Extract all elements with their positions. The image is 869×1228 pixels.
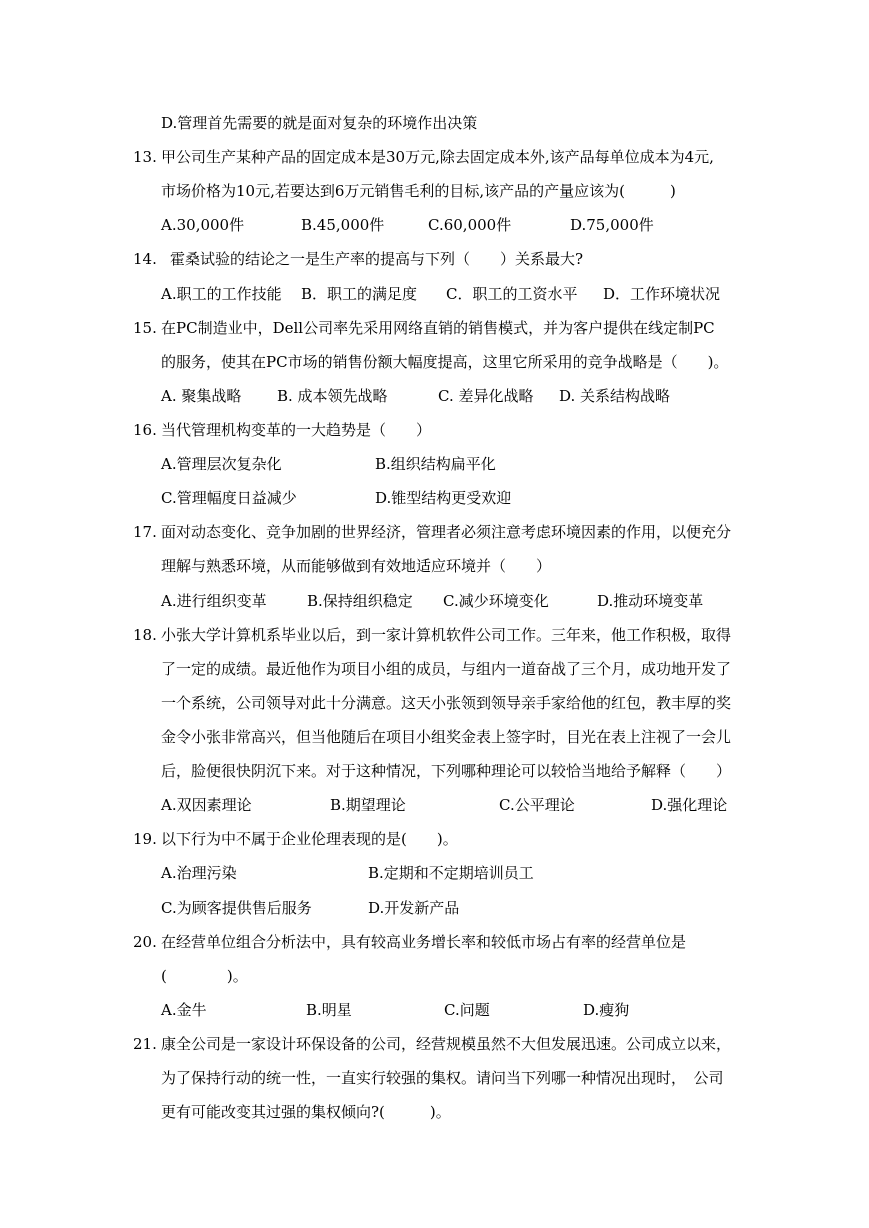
- q14-option-d: D．工作环境状况: [603, 285, 721, 303]
- q20-stem-line1: 在经营单位组合分析法中，具有较高业务增长率和较低市场占有率的经营单位是: [161, 933, 687, 951]
- q16-option-b: B.组织结构扁平化: [375, 455, 496, 473]
- q13-option-d: D.75,000件: [570, 216, 654, 234]
- q18-stem-line2: 了一定的成绩。最近他作为项目小组的成员，与组内一道奋战了三个月，成功地开发了: [161, 660, 732, 678]
- q17-stem-line1: 面对动态变化、竞争加剧的世界经济，管理者必须注意考虑环境因素的作用，以便充分: [161, 523, 732, 541]
- q17-option-b: B.保持组织稳定: [307, 592, 413, 610]
- q15-stem-line2: 的服务，使其在PC市场的销售份额大幅度提高，这里它所采用的竞争战略是（ )。: [161, 353, 729, 371]
- q18-option-d: D.强化理论: [651, 796, 728, 814]
- q20-option-a: A.金牛: [161, 1001, 207, 1019]
- q14-stem-line1: 霍桑试验的结论之一是生产率的提高与下列（ ）关系最大?: [170, 250, 584, 268]
- q19-option-c: C.为顾客提供售后服务: [161, 899, 312, 917]
- q17-option-a: A.进行组织变革: [161, 592, 267, 610]
- q21-stem-line3: 更有可能改变其过强的集权倾向?( )。: [161, 1103, 451, 1121]
- q14-option-c: C．职工的工资水平: [446, 285, 578, 303]
- q18-option-a: A.双因素理论: [161, 796, 252, 814]
- q20-option-b: B.明星: [306, 1001, 352, 1019]
- q19-number: 19.: [133, 830, 157, 848]
- q13-stem-line1: 甲公司生产某种产品的固定成本是30万元,除去固定成本外,该产品每单位成本为4元,: [161, 148, 714, 166]
- q17-option-d: D.推动环境变革: [597, 592, 704, 610]
- q18-stem-line4: 金令小张非常高兴，但当他随后在项目小组奖金表上签字时，目光在表上注视了一会儿: [161, 728, 732, 746]
- q15-option-d: D. 关系结构战略: [559, 387, 671, 405]
- q14-number: 14.: [133, 250, 157, 268]
- q13-option-b: B.45,000件: [301, 216, 385, 234]
- q18-stem-line1: 小张大学计算机系毕业以后，到一家计算机软件公司工作。三年来，他工作积极，取得: [161, 626, 732, 644]
- q17-stem-line2: 理解与熟悉环境，从而能够做到有效地适应环境并（ ）: [161, 557, 552, 575]
- q20-number: 20.: [133, 933, 157, 951]
- q16-option-c: C.管理幅度日益减少: [161, 489, 297, 507]
- q17-option-c: C.减少环境变化: [443, 592, 549, 610]
- q16-number: 16.: [133, 421, 157, 439]
- q15-option-c: C. 差异化战略: [438, 387, 534, 405]
- q18-number: 18.: [133, 626, 157, 644]
- q18-option-b: B.期望理论: [330, 796, 406, 814]
- q18-stem-line3: 一个系统，公司领导对此十分满意。这天小张领到领导亲手家给他的红包，教丰厚的奖: [161, 694, 732, 712]
- q12-option-d: D.管理首先需要的就是面对复杂的环境作出决策: [161, 114, 478, 132]
- q16-option-a: A.管理层次复杂化: [161, 455, 282, 473]
- q20-option-c: C.问题: [444, 1001, 490, 1019]
- q16-stem-line1: 当代管理机构变革的一大趋势是（ ）: [161, 421, 432, 439]
- q20-option-d: D.瘦狗: [583, 1001, 630, 1019]
- q14-option-b: B．职工的满足度: [301, 285, 418, 303]
- q21-number: 21.: [133, 1035, 157, 1053]
- q13-option-a: A.30,000件: [161, 216, 245, 234]
- q20-stem-line2: ( )。: [161, 967, 248, 985]
- q19-option-d: D.开发新产品: [368, 899, 460, 917]
- q19-option-b: B.定期和不定期培训员工: [368, 864, 534, 882]
- q13-stem-line2: 市场价格为10元,若要达到6万元销售毛利的目标,该产品的产量应该为( ): [161, 182, 676, 200]
- q15-option-a: A. 聚集战略: [161, 387, 242, 405]
- q19-stem-line1: 以下行为中不属于企业伦理表现的是( )。: [161, 830, 458, 848]
- q21-stem-line1: 康全公司是一家设计环保设备的公司，经营规模虽然不大但发展迅速。公司成立以来，: [161, 1035, 732, 1053]
- q13-option-c: C.60,000件: [428, 216, 512, 234]
- q21-stem-line2: 为了保持行动的统一性，一直实行较强的集权。请问当下列哪一种情况出现时， 公司: [161, 1069, 724, 1087]
- q16-option-d: D.锥型结构更受欢迎: [375, 489, 512, 507]
- q15-option-b: B. 成本领先战略: [277, 387, 388, 405]
- q18-stem-line5: 后，脸便很快阴沉下来。对于这种情况，下列哪种理论可以较恰当地给予解释（ ）: [161, 762, 732, 780]
- q18-option-c: C.公平理论: [499, 796, 575, 814]
- q17-number: 17.: [133, 523, 157, 541]
- q14-option-a: A.职工的工作技能: [161, 285, 282, 303]
- q19-option-a: A.治理污染: [161, 864, 237, 882]
- q15-number: 15.: [133, 319, 157, 337]
- q15-stem-line1: 在PC制造业中，Dell公司率先采用网络直销的销售模式，并为客户提供在线定制PC: [161, 319, 715, 337]
- q13-number: 13.: [133, 148, 157, 166]
